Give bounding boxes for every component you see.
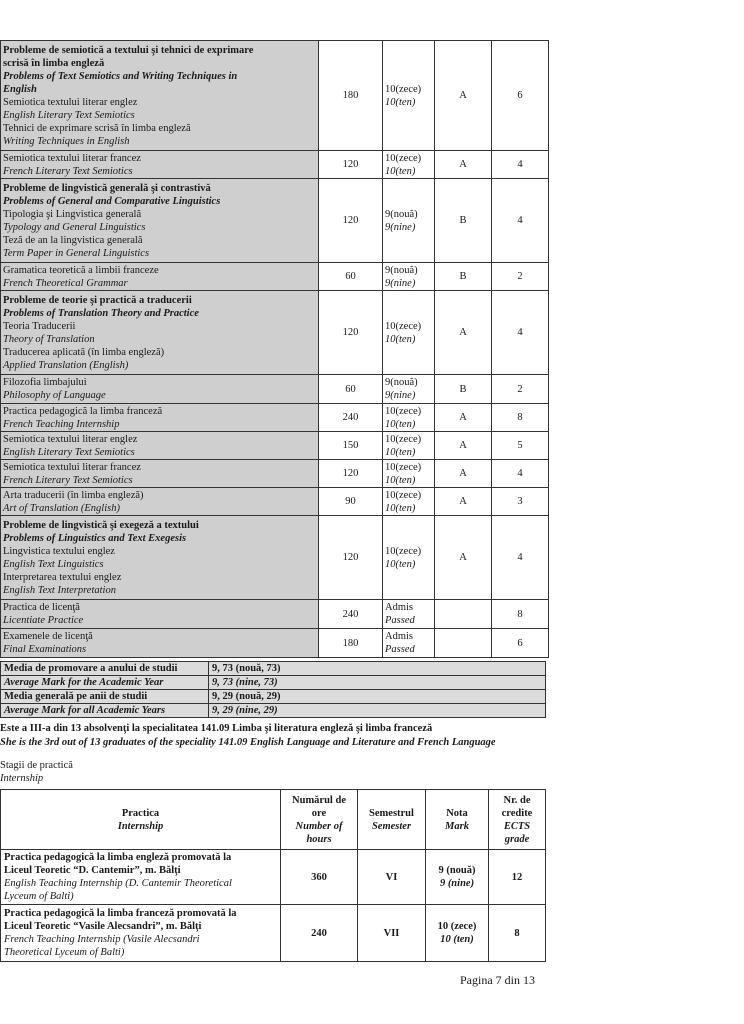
grade-cell: 9(nouă) 9(nine) (383, 263, 435, 291)
average-value-cell: 9, 29 (nouă, 29) (209, 690, 546, 704)
mark-cell: 9 (nouă) 9 (nine) (426, 850, 489, 905)
table-row (1, 179, 549, 263)
ects-grade-cell (435, 629, 492, 658)
internship-cell: Practica pedagogică la limba engleză promovată la Liceul Teoretic “D. Cantemir”, m. Bălţi English Teaching Internship (D. Cantemir Theoretical Lyceum of Balti) (1, 850, 281, 905)
course-cell: Semiotica textului literar francez French Literary Text Semiotics (1, 151, 319, 179)
course-cell: Probleme de teorie şi practică a traducerii Problems of Translation Theory and Practice Teoria Traducerii Theory of Translation Traducerea aplicată (în limba engleză) Applied Translation (English) (1, 291, 319, 375)
table-row (1, 404, 549, 432)
hours-cell: 240 (281, 905, 358, 962)
column-header: Semestrul Semester (358, 790, 426, 850)
table-header-row (1, 790, 546, 850)
average-label-cell: Average Mark for all Academic Years (1, 704, 209, 718)
credits-cell: 2 (492, 263, 549, 291)
table-row (1, 600, 549, 629)
hours-cell: 120 (319, 460, 383, 488)
table-row (1, 375, 549, 404)
course-cell: Semiotica textului literar francez French Literary Text Semiotics (1, 460, 319, 488)
table-row (1, 704, 546, 718)
hours-cell: 180 (319, 41, 383, 151)
course-cell: Semiotica textului literar englez English Literary Text Semiotics (1, 432, 319, 460)
course-cell: Examenele de licenţă Final Examinations (1, 629, 319, 658)
column-header: Numărul de ore Number of hours (281, 790, 358, 850)
average-label-cell: Media de promovare a anului de studii (1, 662, 209, 676)
grades-table (0, 40, 549, 658)
hours-cell: 120 (319, 291, 383, 375)
ects-grade-cell: A (435, 460, 492, 488)
column-header: Nr. de credite ECTS grade (489, 790, 546, 850)
ects-grade-cell (435, 600, 492, 629)
ects-grade-cell: A (435, 404, 492, 432)
average-value-cell: 9, 73 (nouă, 73) (209, 662, 546, 676)
average-value-cell: 9, 73 (nine, 73) (209, 676, 546, 690)
semester-cell: VI (358, 850, 426, 905)
hours-cell: 120 (319, 179, 383, 263)
hours-cell: 240 (319, 404, 383, 432)
credits-cell: 4 (492, 460, 549, 488)
table-row (1, 488, 549, 516)
average-label-cell: Media generală pe anii de studii (1, 690, 209, 704)
grade-cell: Admis Passed (383, 629, 435, 658)
table-row (1, 905, 546, 962)
course-cell: Probleme de lingvistică generală şi contrastivă Problems of General and Comparative Linguistics Tipologia şi Lingvistica generală Typology and General Linguistics Teză de an la lingvistica generală Term Paper in General Linguistics (1, 179, 319, 263)
ects-grade-cell: B (435, 263, 492, 291)
credits-cell: 3 (492, 488, 549, 516)
course-cell: Gramatica teoretică a limbii franceze French Theoretical Grammar (1, 263, 319, 291)
mark-cell: 10 (zece) 10 (ten) (426, 905, 489, 962)
table-row (1, 629, 549, 658)
average-label-cell: Average Mark for the Academic Year (1, 676, 209, 690)
credits-cell: 8 (489, 905, 546, 962)
course-cell: Filozofia limbajului Philosophy of Language (1, 375, 319, 404)
course-cell: Probleme de lingvistică şi exegeză a textului Problems of Linguistics and Text Exegesis Lingvistica textului englez English Text Linguistics Interpretarea textului englez English Text Interpretation (1, 516, 319, 600)
average-marks-table (0, 661, 546, 718)
hours-cell: 90 (319, 488, 383, 516)
table-row (1, 460, 549, 488)
ranking-text-ro: Este a III-a din 13 absolvenţi la specialitatea 141.09 Limba şi literatura engleză şi limba franceză (0, 723, 433, 734)
table-row (1, 676, 546, 690)
table-row (1, 516, 549, 600)
credits-cell: 6 (492, 629, 549, 658)
hours-cell: 60 (319, 375, 383, 404)
table-row (1, 662, 546, 676)
internship-cell: Practica pedagogică la limba franceză promovată la Liceul Teoretic “Vasile Alecsandri”, m. Bălţi French Teaching Internship (Vasile Alecsandri Theoretical Lyceum of Balti) (1, 905, 281, 962)
internship-table (0, 789, 546, 962)
credits-cell: 4 (492, 179, 549, 263)
table-row (1, 690, 546, 704)
course-cell: Practica de licenţă Licentiate Practice (1, 600, 319, 629)
grade-cell: 10(zece) 10(ten) (383, 488, 435, 516)
credits-cell: 4 (492, 291, 549, 375)
grade-cell: 9(nouă) 9(nine) (383, 375, 435, 404)
ects-grade-cell: B (435, 179, 492, 263)
credits-cell: 8 (492, 600, 549, 629)
credits-cell: 2 (492, 375, 549, 404)
table-row (1, 151, 549, 179)
page-number: Pagina 7 din 13 (460, 973, 535, 987)
ects-grade-cell: A (435, 291, 492, 375)
hours-cell: 180 (319, 629, 383, 658)
grade-cell: 10(zece) 10(ten) (383, 460, 435, 488)
internship-section-title: Stagii de practică Internship (0, 760, 73, 784)
course-cell: Probleme de semiotică a textului şi tehnici de exprimare scrisă în limba engleză Problems of Text Semiotics and Writing Techniques in English Semiotica textului literar englez English Literary Text Semiotics Tehnici de exprimare scrisă în limba engleză Writing Techniques in English (1, 41, 319, 151)
credits-cell: 12 (489, 850, 546, 905)
column-header: Nota Mark (426, 790, 489, 850)
ects-grade-cell: A (435, 151, 492, 179)
table-row (1, 850, 546, 905)
ects-grade-cell: A (435, 488, 492, 516)
table-row (1, 41, 549, 151)
ects-grade-cell: B (435, 375, 492, 404)
grade-cell: Admis Passed (383, 600, 435, 629)
hours-cell: 120 (319, 151, 383, 179)
ranking-text-en: She is the 3rd out of 13 graduates of the speciality 141.09 English Language and Literature and French Language (0, 737, 496, 748)
hours-cell: 360 (281, 850, 358, 905)
average-value-cell: 9, 29 (nine, 29) (209, 704, 546, 718)
semester-cell: VII (358, 905, 426, 962)
grade-cell: 10(zece) 10(ten) (383, 404, 435, 432)
column-header: Practica Internship (1, 790, 281, 850)
hours-cell: 60 (319, 263, 383, 291)
credits-cell: 4 (492, 151, 549, 179)
ects-grade-cell: A (435, 516, 492, 600)
hours-cell: 120 (319, 516, 383, 600)
grade-cell: 10(zece) 10(ten) (383, 432, 435, 460)
grade-cell: 10(zece) 10(ten) (383, 41, 435, 151)
graduate-ranking (0, 722, 496, 750)
course-cell: Practica pedagogică la limba franceză French Teaching Internship (1, 404, 319, 432)
grade-cell: 10(zece) 10(ten) (383, 516, 435, 600)
grade-cell: 10(zece) 10(ten) (383, 291, 435, 375)
credits-cell: 6 (492, 41, 549, 151)
credits-cell: 4 (492, 516, 549, 600)
course-cell: Arta traducerii (în limba engleză) Art of Translation (English) (1, 488, 319, 516)
ects-grade-cell: A (435, 41, 492, 151)
ects-grade-cell: A (435, 432, 492, 460)
credits-cell: 8 (492, 404, 549, 432)
table-row (1, 291, 549, 375)
hours-cell: 150 (319, 432, 383, 460)
table-row (1, 263, 549, 291)
table-row (1, 432, 549, 460)
grade-cell: 10(zece) 10(ten) (383, 151, 435, 179)
hours-cell: 240 (319, 600, 383, 629)
credits-cell: 5 (492, 432, 549, 460)
grade-cell: 9(nouă) 9(nine) (383, 179, 435, 263)
